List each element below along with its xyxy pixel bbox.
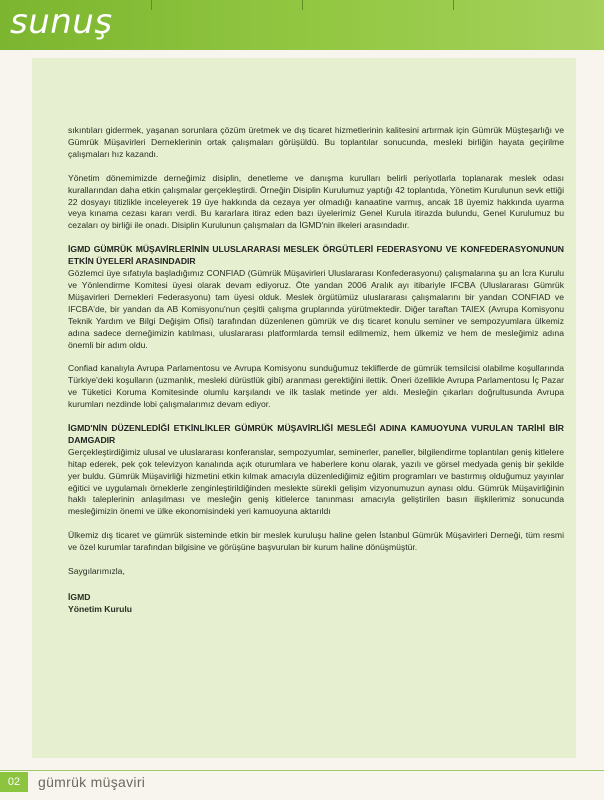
header-divider-tick bbox=[151, 0, 152, 10]
section-title: sunuş bbox=[10, 2, 113, 42]
header-divider-tick bbox=[453, 0, 454, 10]
paragraph-5: Gerçekleştirdiğimiz ulusal ve uluslararası konferanslar, sempozyumlar, seminerler, paneller, bilgilendirme toplantıları geniş kitlelere hitap ederek, pek çok televizyon kanalında açık oturumlara ve haberlere konu olarak, yazılı ve görsel medyada geniş bir şekilde yer buldu. Gümrük Müşavirliği hizmetini etkin kılmak amacıyla düzenlediğimiz eğitim programları ve bastırmış olduğumuz yayınlar eğitici ve uygulamalı örneklerle zenginleştirildiğinden meslekte sürekli gelişim vizyonumuzun aynası oldu. Gümrük Müşavirliğinin haklı taleplerinin anlaşılması ve mesleğin geniş kitlelerce tanınması amacıyla geliştirilen basın ilişkilerimiz sonucunda mesleğimizin önemi ve ülke ekonomisindeki yeri kamuoyuna aktarıldı bbox=[68, 446, 564, 517]
paragraph-6: Ülkemiz dış ticaret ve gümrük sisteminde etkin bir meslek kuruluşu haline gelen İstanbul Gümrük Müşavirleri Derneği, tüm resmi ve özel kurumlar tarafından bilgisine ve görüşüne başvurulan bir kurum haline dönüşmüştür. bbox=[68, 530, 564, 553]
paragraph-4: Confiad kanalıyla Avrupa Parlamentosu ve Avrupa Komisyonu sunduğumuz tekliflerde de gümrük temsilcisi olabilme koşullarında Türkiye'deki koşulların (uzmanlık, mesleki dürüstlük gibi) aranması gerektiğini ilettik. Öneri özellikle Avrupa Parlamentosu İç Pazar ve Tüketici Koruma Komitesinde olumlu karşılandı ve ilk taslak metinde yer aldı. Mesleğin çıkarları doğrultusunda Avrupa kurumları nezdinde lobi çalışmalarımız devam ediyor. bbox=[68, 363, 564, 410]
paragraph-3: Gözlemci üye sıfatıyla başladığımız CONFIAD (Gümrük Müşavirleri Uluslararası Konfederasyonu) çalışmalarına şu an İcra Kurulu ve Yönlendirme Komitesi üyesi olarak devam ediyoruz. Öte yandan 2006 Aralık ayı itibariyle IFCBA (Uluslararası Gümrük Müşavirleri Dernekleri Federasyonu) tam üyesi olduk. Meslek örgütümüz uluslararası çalışmalarını bir yandan CONFIAD ve IFCBA'de, bir yandan da AB Komisyonu'nun çeşitli çalışma gruplarında yürütmektedir. Diğer taraftan TAIEX (Avrupa Komisyonu Teknik Yardım ve Bilgi Değişim Ofisi) tarafından düzenlenen gümrük ve dış ticaret konulu seminer ve sempozyumlara ülkemiz adına sadece derneğimizin katılması, uluslararası platformlarda temsil edilmemiz, hem ülkemiz ve hem de mesleğimiz adına önemli bir adım oldu. bbox=[68, 268, 564, 350]
closing-greeting: Saygılarımızla, bbox=[68, 566, 125, 577]
page-number: 02 bbox=[0, 772, 28, 792]
paragraph-2: Yönetim dönemimizde derneğimiz disiplin, denetleme ve danışma kurulları belirli periyotlarla toplanarak meslek odası kurallarından daha etkin çalışmalar gerçekleştirdi. Örneğin Disiplin Kurulumuz yaptığı 42 toplantıda, Yönetim Kurulunun sevk ettiği 22 dosyayı titizlikle inceleyerek 19 üye hakkında da cezaya yer olmadığı kanaatine varmış, ancak 18 üyemiz hakkında uyarma veya kınama cezası kararı verdi. Bu kararlara itiraz eden bazı üyelerimiz Genel Kurula itirazda bulundu, Genel Kurulumuz bu cezaları oy birliği ile onadı. Disiplin Kurulunun çalışmaları da İGMD'nin ilkeleri arasındadır. bbox=[68, 172, 564, 231]
article-body bbox=[68, 125, 564, 616]
signature-organization: İGMD bbox=[68, 592, 91, 602]
header-band bbox=[0, 0, 604, 50]
heading-events: İGMD'NİN DÜZENLEDİĞİ ETKİNLİKLER GÜMRÜK MÜŞAVİRLİĞİ MESLEĞİ ADINA KAMUOYUNA VURULAN TARİHİ BİR DAMGADIR bbox=[68, 423, 564, 445]
paragraph-1: sıkıntıları gidermek, yaşanan sorunlara çözüm üretmek ve dış ticaret hizmetlerinin kalitesini artırmak için Gümrük Müşteşarlığı ve Gümrük Müşavirleri Derneklerinin ortak çalışmaları görüşüldü. Bu toplantılar sonucunda, mesleki birliğin hayata geçirilme çalışmaları hız kazandı. bbox=[68, 125, 564, 159]
footer-divider bbox=[0, 770, 604, 771]
magazine-name: gümrük müşaviri bbox=[38, 774, 146, 790]
signature-board: Yönetim Kurulu bbox=[68, 603, 132, 614]
header-divider-tick bbox=[302, 0, 303, 10]
heading-international: İGMD GÜMRÜK MÜŞAVİRLERİNİN ULUSLARARASI MESLEK ÖRGÜTLERİ FEDERASYONU VE KONFEDERASYONUNUN ETKİN ÜYELERİ ARASINDADIR bbox=[68, 244, 564, 267]
signature-block bbox=[68, 592, 564, 616]
